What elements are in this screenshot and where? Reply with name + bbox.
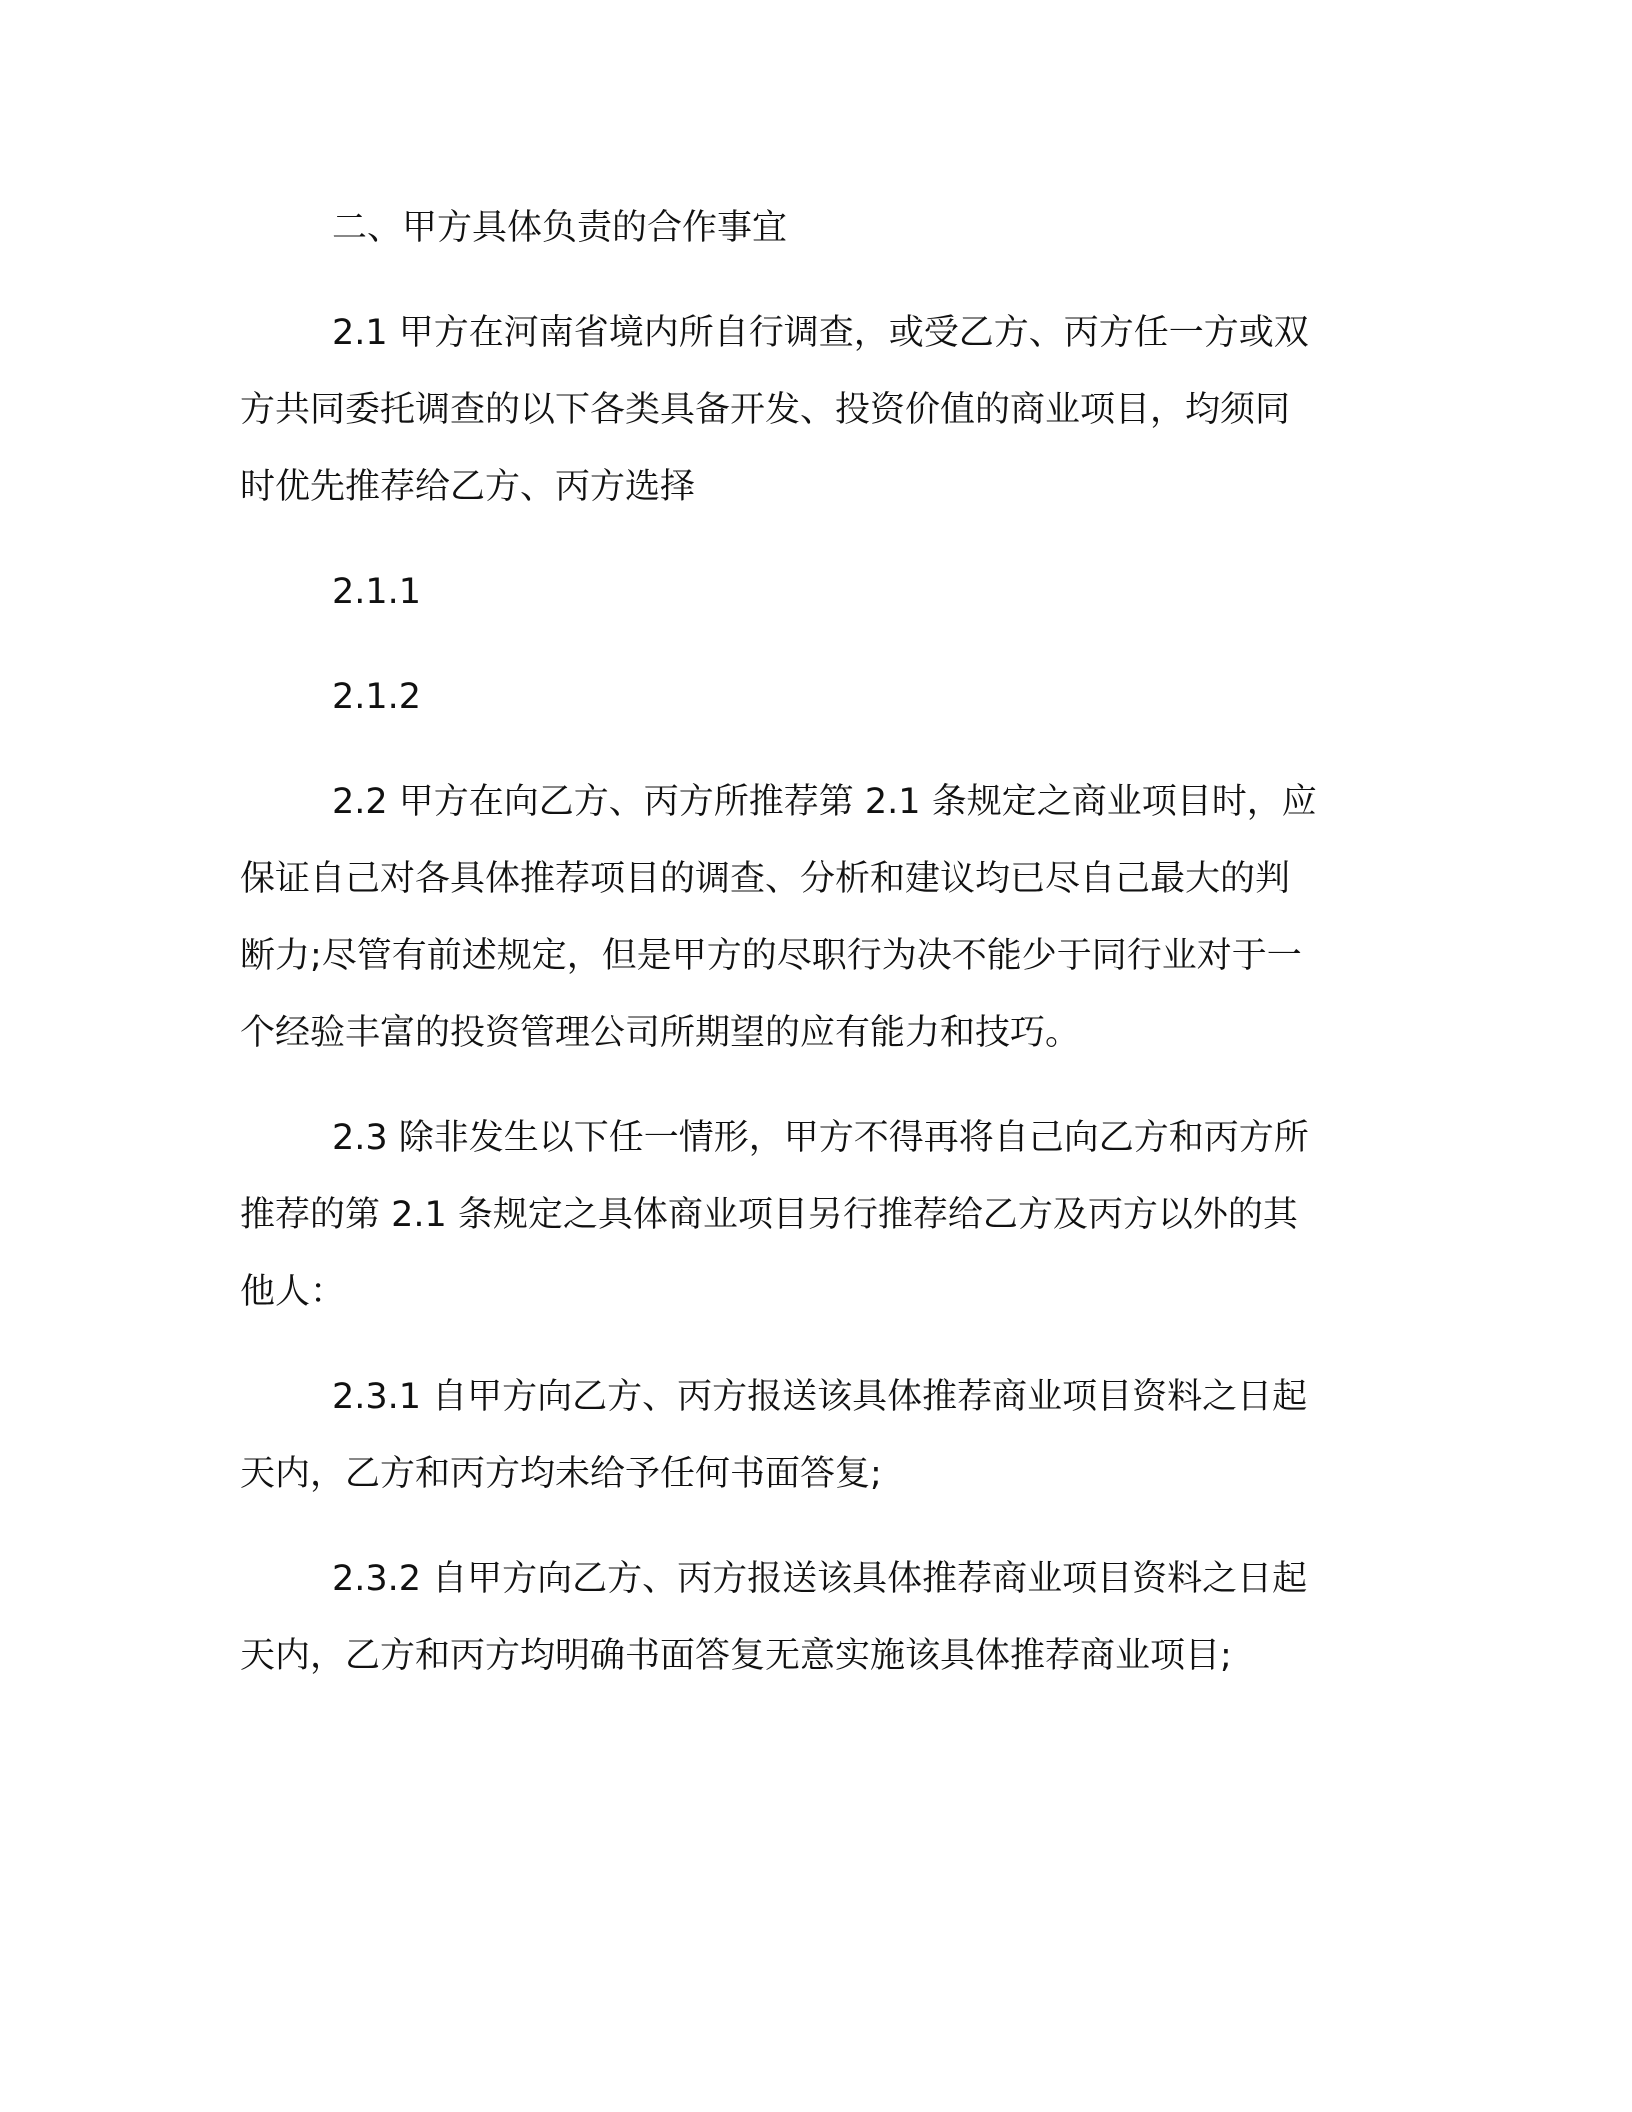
clause-2-1-2 bbox=[240, 659, 1370, 736]
clause-2-1-line-2: 方共同委托调查的以下各类具备开发、投资价值的商业项目，均须同 bbox=[240, 390, 1291, 430]
section-heading-text: 二、甲方具体负责的合作事宜 bbox=[332, 208, 788, 248]
clause-2-3-line-1: 2.3 除非发生以下任一情形，甲方不得再将自己向乙方和丙方所 bbox=[332, 1118, 1309, 1158]
clause-2-3-2-line-2: 天内，乙方和丙方均明确书面答复无意实施该具体推荐商业项目; bbox=[240, 1636, 1232, 1676]
section-heading bbox=[240, 190, 1370, 267]
clause-2-1-2-number: 2.1.2 bbox=[332, 677, 422, 717]
document-body bbox=[240, 190, 1370, 1723]
clause-2-3 bbox=[240, 1100, 1370, 1331]
clause-2-3-1-line-2: 天内，乙方和丙方均未给予任何书面答复; bbox=[240, 1454, 882, 1494]
clause-2-3-2-line-1: 2.3.2 自甲方向乙方、丙方报送该具体推荐商业项目资料之日起 bbox=[332, 1559, 1308, 1599]
clause-2-2 bbox=[240, 764, 1370, 1072]
clause-2-1-1 bbox=[240, 554, 1370, 631]
clause-2-2-line-3: 断力;尽管有前述规定，但是甲方的尽职行为决不能少于同行业对于一 bbox=[240, 936, 1302, 976]
clause-2-2-line-1: 2.2 甲方在向乙方、丙方所推荐第 2.1 条规定之商业项目时，应 bbox=[332, 782, 1317, 822]
clause-2-1-1-number: 2.1.1 bbox=[332, 572, 422, 612]
clause-2-2-line-2: 保证自己对各具体推荐项目的调查、分析和建议均已尽自己最大的判 bbox=[240, 859, 1291, 899]
clause-2-1-line-1: 2.1 甲方在河南省境内所自行调查，或受乙方、丙方任一方或双 bbox=[332, 313, 1309, 353]
clause-2-3-line-3: 他人： bbox=[240, 1272, 346, 1312]
clause-2-3-1 bbox=[240, 1359, 1370, 1513]
clause-2-3-2 bbox=[240, 1541, 1370, 1695]
clause-2-1-line-3: 时优先推荐给乙方、丙方选择 bbox=[240, 467, 696, 507]
clause-2-1 bbox=[240, 295, 1370, 526]
clause-2-3-line-2: 推荐的第 2.1 条规定之具体商业项目另行推荐给乙方及丙方以外的其 bbox=[240, 1195, 1298, 1235]
clause-2-3-1-line-1: 2.3.1 自甲方向乙方、丙方报送该具体推荐商业项目资料之日起 bbox=[332, 1377, 1308, 1417]
clause-2-2-line-4: 个经验丰富的投资管理公司所期望的应有能力和技巧。 bbox=[240, 1013, 1081, 1053]
